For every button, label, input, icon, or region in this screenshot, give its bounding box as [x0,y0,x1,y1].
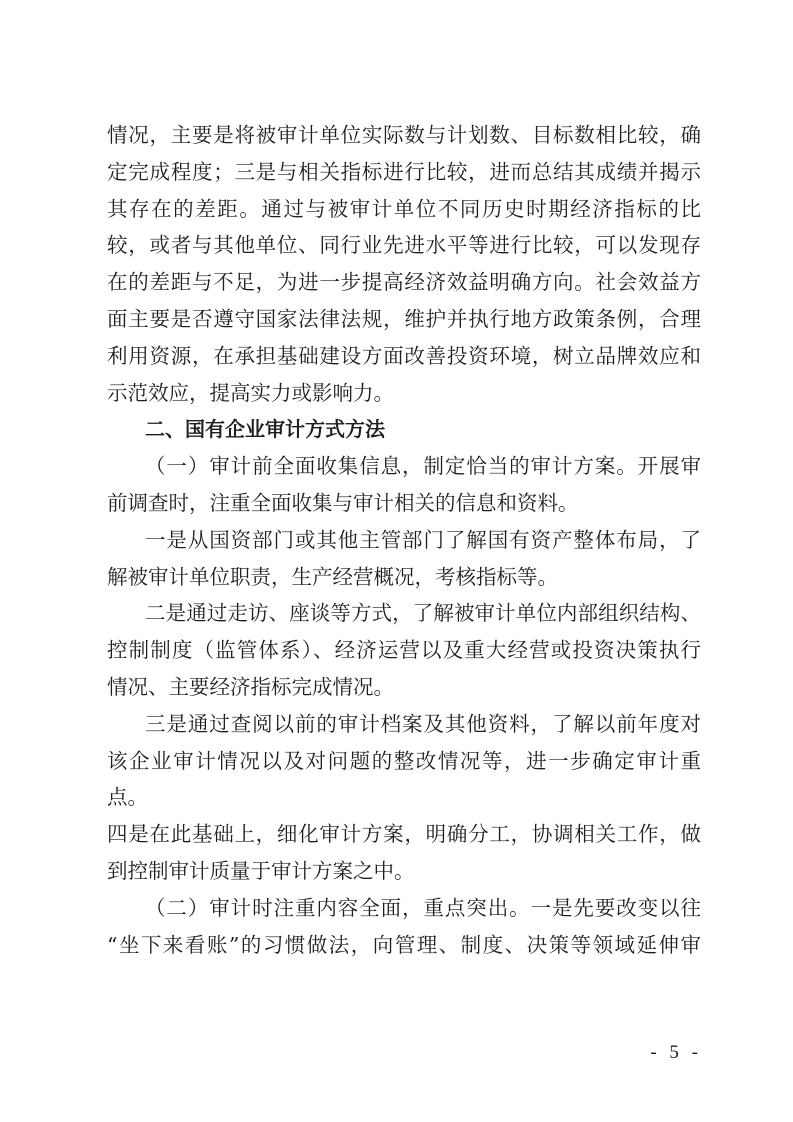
section-heading: 二、国有企业审计方式方法 [145,417,385,442]
text-line: 示范效应，提高实力或影响力。 [107,380,394,405]
text-line: 定完成程度；三是与相关指标进行比较，进而总结其成绩并揭示 [107,159,701,184]
text-line: 三是通过查阅以前的审计档案及其他资料，了解以前年度对 [145,711,701,736]
text-line: 利用资源，在承担基础建设方面改善投资环境，树立品牌效应和 [107,343,701,368]
text-line: 情况，主要是将被审计单位实际数与计划数、目标数相比较，确 [107,123,701,147]
page-number: - 5 - [650,1042,702,1063]
text-line: “坐下来看账”的习惯做法，向管理、制度、决策等领域延伸审 [107,932,701,957]
text-line: 前调查时，注重全面收集与审计相关的信息和资料。 [107,490,579,515]
text-line: 其存在的差距。通过与被审计单位不同历史时期经济指标的比 [107,196,701,221]
text-line: 四是在此基础上，细化审计方案，明确分工，协调相关工作，做 [107,822,701,847]
text-line: 二是通过走访、座谈等方式，了解被审计单位内部组织结构、 [145,601,701,626]
text-line: 情况、主要经济指标完成情况。 [107,674,394,699]
text-line: 该企业审计情况以及对问题的整改情况等，进一步确定审计重 [107,748,701,773]
subheading-line: （二）审计时注重内容全面，重点突出。一是先要改变以往 [145,895,701,920]
text-line: 在的差距与不足，为进一步提高经济效益明确方向。社会效益方 [107,270,701,295]
text-line: 到控制审计质量于审计方案之中。 [107,858,415,883]
text-line: 较，或者与其他单位、同行业先进水平等进行比较，可以发现存 [107,233,701,258]
text-line: 面主要是否遵守国家法律法规，维护并执行地方政策条例，合理 [107,306,701,331]
document-body [107,117,701,963]
text-line: 控制制度（监管体系）、经济运营以及重大经营或投资决策执行 [107,638,701,663]
text-line: 解被审计单位职责，生产经营概况，考核指标等。 [107,564,558,589]
subheading-line: （一）审计前全面收集信息，制定恰当的审计方案。开展审 [145,454,701,479]
text-line: 一是从国资部门或其他主管部门了解国有资产整体布局，了 [145,527,701,552]
text-line: 点。 [107,785,148,810]
